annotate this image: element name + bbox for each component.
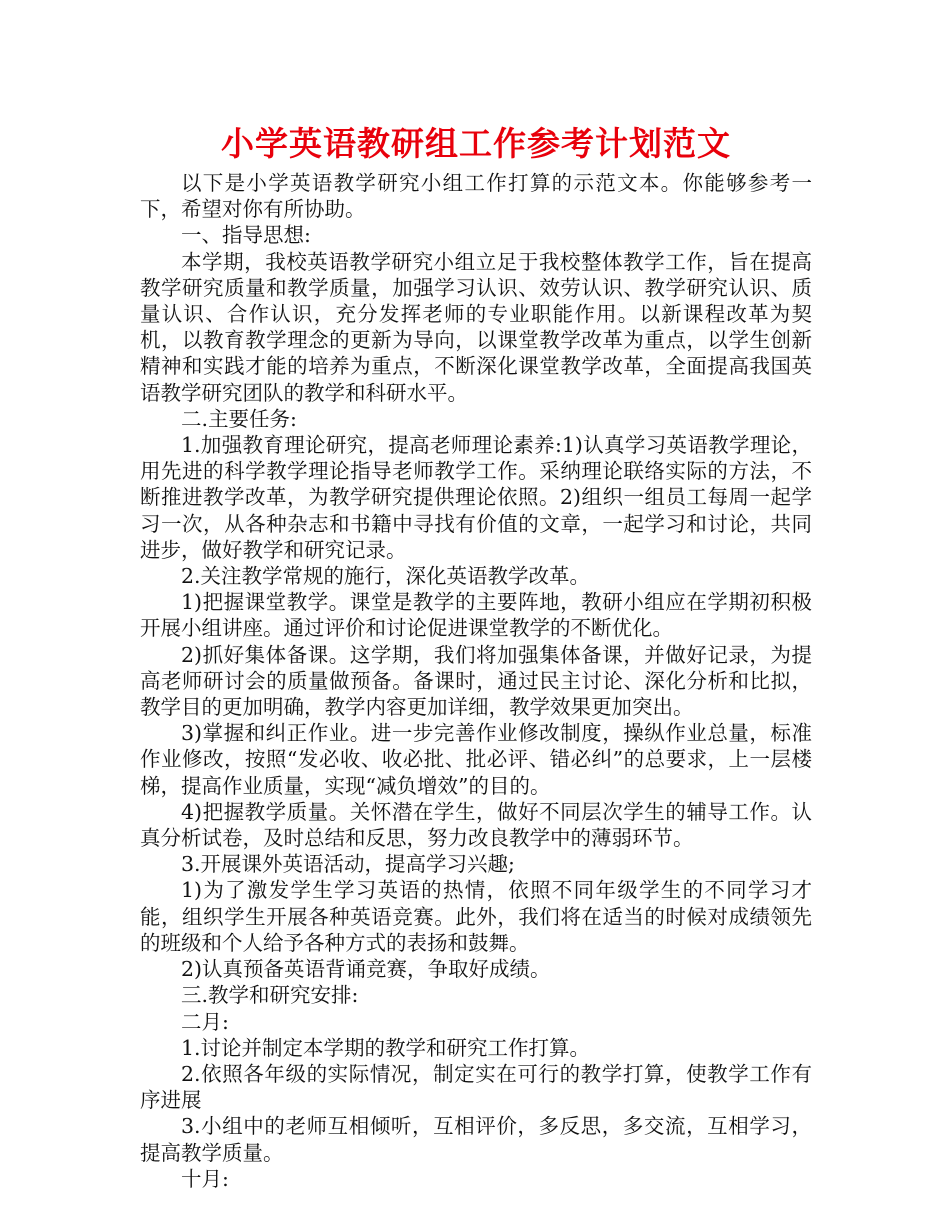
document-title: 小学英语教研组工作参考计划范文: [221, 124, 731, 163]
paragraph-task-1: 1.加强教育理论研究，提高老师理论素养:1)认真学习英语教学理论，用先进的科学教学理论指导老师教学工作。采纳理论联络实际的方法，不断推进教学改革，为教学研究提供理论依照。2)组织一组员工每周一起学习一次，从各种杂志和书籍中寻找有价值的文章，一起学习和讨论，共同进步，做好教学和研究记录。: [140, 433, 812, 562]
paragraph-february-3: 3.小组中的老师互相倾听，互相评价，多反思，多交流，互相学习，提高教学质量。: [140, 1114, 812, 1165]
paragraph-task-2-2: 2)抓好集体备课。这学期，我们将加强集体备课，并做好记录，为提高老师研讨会的质量做预备。备课时，通过民主讨论、深化分析和比拟，教学目的更加明确，教学内容更加详细，教学效果更加突出。: [140, 642, 812, 720]
paragraph-task-2-1: 1)把握课堂教学。课堂是教学的主要阵地，教研小组应在学期初积极开展小组讲座。通过评价和讨论促进课堂教学的不断优化。: [140, 590, 812, 641]
paragraph-task-2: 2.关注教学常规的施行，深化英语教学改革。: [181, 564, 591, 589]
document-page: [140, 118, 812, 1192]
paragraph-intro: 以下是小学英语教学研究小组工作打算的示范文本。你能够参考一下，希望对你有所协助。: [140, 171, 812, 222]
paragraph-task-3-1: 1)为了激发学生学习英语的热情，依照不同年级学生的不同学习才能，组织学生开展各种英语竞赛。此外，我们将在适当的时候对成绩领先的班级和个人给予各种方式的表扬和鼓舞。: [140, 878, 812, 955]
heading-schedule: 三.教学和研究安排:: [181, 983, 359, 1008]
heading-main-tasks: 二.主要任务:: [181, 406, 297, 431]
paragraph-february-1: 1.讨论并制定本学期的教学和研究工作打算。: [181, 1035, 591, 1060]
paragraph-task-2-3: 3)掌握和纠正作业。进一步完善作业修改制度，操纵作业总量，标准作业修改，按照“发必收、收必批、批必评、错必纠”的总要求，上一层楼梯，提高作业质量，实现“减负增效”的目的。: [140, 721, 812, 798]
paragraph-task-3: 3.开展课外英语活动，提高学习兴趣;: [181, 852, 515, 877]
paragraph-guiding-ideology: 本学期，我校英语教学研究小组立足于我校整体教学工作，旨在提高教学研究质量和教学质量，加强学习认识、效劳认识、教学研究认识、质量认识、合作认识，充分发挥老师的专业职能作用。以新课程改革为契机，以教育教学理念的更新为导向，以课堂教学改革为重点，以学生创新精神和实践才能的培养为重点，不断深化课堂教学改革，全面提高我国英语教学研究团队的教学和科研水平。: [140, 249, 812, 405]
heading-guiding-ideology: 一、指导思想:: [181, 223, 311, 248]
paragraph-task-2-4: 4)把握教学质量。关怀潜在学生，做好不同层次学生的辅导工作。认真分析试卷，及时总结和反思，努力改良教学中的薄弱环节。: [140, 799, 812, 851]
heading-october: 十月:: [181, 1166, 229, 1191]
heading-february: 二月:: [181, 1009, 229, 1034]
paragraph-february-2: 2.依照各年级的实际情况，制定实在可行的教学打算，使教学工作有序进展: [140, 1061, 812, 1113]
paragraph-task-3-2: 2)认真预备英语背诵竞赛，争取好成绩。: [181, 957, 551, 982]
document-body: [140, 170, 812, 1192]
